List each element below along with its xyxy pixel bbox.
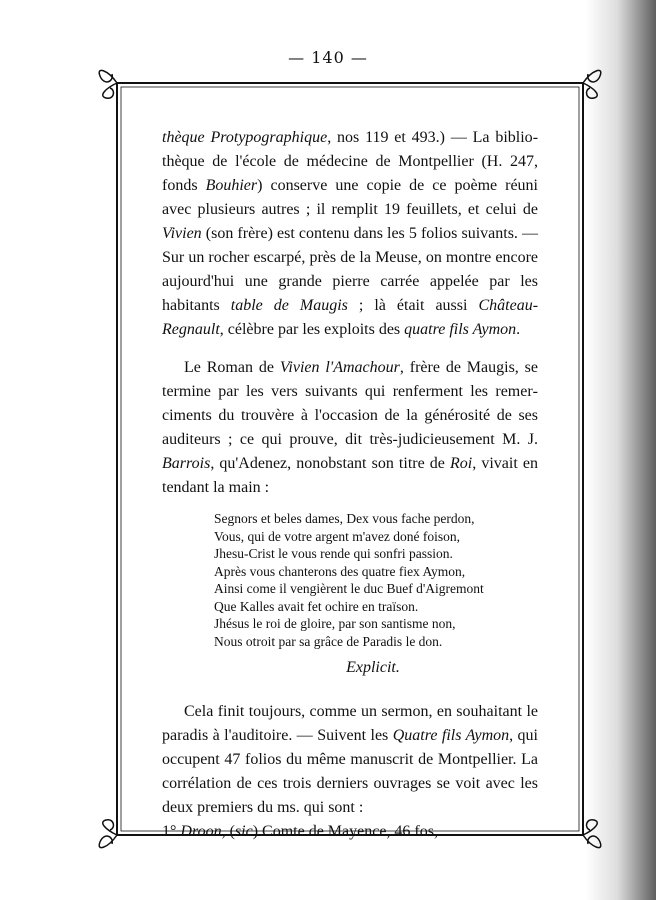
text-segment: , frère de Maugis, se termine par les vers suivants qui renferment les remerciments du trouvère à l'occasion de la générosité de ses auditeurs ; ce qui prouve, dit très-judicieusement M. J. (162, 359, 538, 448)
paragraph-2 (162, 356, 538, 500)
text-segment: , qu'Adenez, nonobstant son titre de (210, 455, 451, 472)
verse-line: Ainsi come il vengièrent le duc Buef d'Aigremont (214, 581, 484, 596)
text-segment: ) conserve une copie de ce poème réuni avec plusieurs autres ; il remplit 19 feuillets, et celui de (162, 177, 538, 218)
text-segment: Quatre fils Aymon (392, 727, 510, 744)
text-segment: thèque Protypographique (162, 129, 328, 146)
text-segment: Cela finit toujours, comme un sermon, en souhaitant le paradis à l'auditoire. — Suivent les (162, 703, 538, 744)
text-segment: Château-Regnault (162, 297, 539, 338)
corner-ornament-bottom-right (583, 820, 601, 848)
text-segment: , qui occupent 47 folios du même manuscrit de Montpellier. La corrélation de ces trois derniers ouvrages se voit avec les deux premiers du ms. qui sont : (162, 727, 538, 816)
text-segment: , nos 119 et 493.) — La bibliothèque de l'école de médecine de Montpellier (H. 247, fonds (162, 129, 539, 194)
text-segment: , vivait en tendant la main : (162, 455, 538, 496)
verse-block (214, 510, 538, 650)
text-segment: Le Roman de (184, 359, 280, 376)
corner-ornament-bottom-left (99, 820, 117, 848)
verse-line: Segnors et beles dames, Dex vous fache perdon, (214, 511, 475, 526)
text-segment: Vivien l'Amachour (279, 359, 400, 376)
corner-ornament-top-right (583, 70, 601, 98)
page-number: — 140 — (288, 48, 368, 67)
text-segment: sic (234, 823, 253, 840)
corner-ornament-top-left (99, 70, 117, 98)
verse-line: Nous otroit par sa grâce de Paradis le don. (214, 633, 443, 649)
text-segment: Droon (180, 823, 222, 840)
text-segment: . (516, 321, 521, 338)
text-segment: Barrois (162, 455, 211, 472)
explicit-label: Explicit. (346, 659, 400, 676)
verse-line: Jhesu-Crist le vous rende qui sonfri passion. (214, 546, 453, 561)
paragraph-1 (162, 126, 538, 342)
verse-line: Vous, qui de votre argent m'avez doné foison, (214, 528, 461, 544)
verse-line: Jhésus le roi de gloire, par son santisme non, (214, 616, 456, 631)
body-text (162, 126, 538, 844)
text-segment: , ( (221, 823, 235, 840)
verse-line: Après vous chanterons des quatre fiex Aymon, (214, 563, 466, 579)
text-segment: table de Maugis (230, 297, 348, 314)
text-segment: ) Comte de Mayence, 46 fos, (252, 823, 438, 840)
verse-line: Que Kalles avait fet ochire en traïson. (214, 598, 419, 614)
text-segment: , célèbre par les exploits des (219, 321, 405, 338)
list-item (162, 820, 538, 844)
text-segment: (son frère) est contenu dans les 5 folios suivants. — Sur un rocher escarpé, près de la Meuse, on montre encore aujourd'hui une grande pierre carrée appelée par les habitants (162, 225, 538, 314)
text-segment: 1° (162, 823, 181, 840)
text-segment: ; là était aussi (347, 297, 479, 314)
text-segment: Vivien (162, 225, 202, 242)
text-segment: quatre fils Aymon (404, 321, 517, 338)
text-segment: Roi (450, 455, 473, 472)
text-segment: Bouhier (205, 177, 258, 194)
paragraph-3 (162, 700, 538, 820)
